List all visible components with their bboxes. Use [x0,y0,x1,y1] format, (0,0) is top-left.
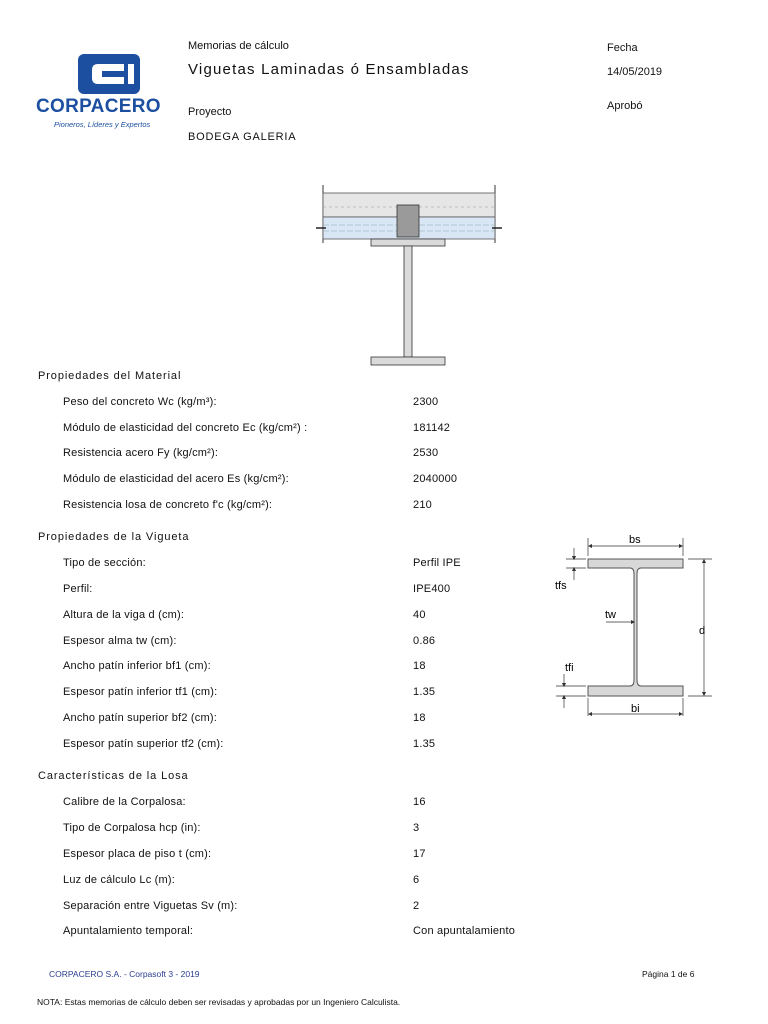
brand-name: CORPACERO [36,96,161,117]
dim-label-tw: tw [605,609,616,621]
date-label: Fecha [607,42,638,54]
page-title: Viguetas Laminadas ó Ensambladas [188,61,470,78]
section-title-vigueta: Propiedades de la Vigueta [38,531,190,543]
losa-value: 3 [413,822,420,834]
losa-label: Tipo de Corpalosa hcp (in): [63,822,201,834]
dim-label-bi: bi [631,703,640,715]
vigueta-value: 1.35 [413,686,436,698]
material-value: 2040000 [413,473,458,485]
vigueta-value: IPE400 [413,583,451,595]
vigueta-value: Perfil IPE [413,557,461,569]
material-value: 2530 [413,447,439,459]
vigueta-label: Espesor patín superior tf2 (cm): [63,738,224,750]
dim-label-tfi: tfi [565,662,574,674]
ibeam-dimension-diagram [548,530,720,720]
losa-label: Luz de cálculo Lc (m): [63,874,175,886]
material-label: Resistencia acero Fy (kg/cm²): [63,447,219,459]
vigueta-label: Perfil: [63,583,93,595]
approved-label: Aprobó [607,100,643,112]
footer-company: CORPACERO S.A. - Corpasoft 3 - 2019 [49,969,200,979]
losa-label: Separación entre Viguetas Sv (m): [63,900,238,912]
losa-value: 17 [413,848,426,860]
material-label: Módulo de elasticidad del acero Es (kg/cm²): [63,473,289,485]
vigueta-label: Altura de la viga d (cm): [63,609,185,621]
vigueta-value: 40 [413,609,426,621]
material-value: 2300 [413,396,439,408]
section-title-material: Propiedades del Material [38,370,182,382]
vigueta-label: Ancho patín superior bf2 (cm): [63,712,217,724]
losa-value: 2 [413,900,420,912]
dim-label-d: d [699,625,706,637]
losa-label: Apuntalamiento temporal: [63,925,194,937]
vigueta-label: Tipo de sección: [63,557,146,569]
corpacero-logo-icon [36,52,176,98]
material-value: 181142 [413,422,451,434]
project-name: BODEGA GALERIA [188,131,297,143]
material-label: Módulo de elasticidad del concreto Ec (kg/cm²) : [63,422,308,434]
vigueta-value: 0.86 [413,635,436,647]
losa-value: 16 [413,796,426,808]
date-value: 14/05/2019 [607,66,663,78]
material-label: Resistencia losa de concreto f'c (kg/cm²): [63,499,273,511]
composite-section-drawing [316,185,502,371]
dim-label-tfs: tfs [555,580,567,592]
material-value: 210 [413,499,432,511]
footer-page-number: Página 1 de 6 [642,969,695,979]
company-logo [36,52,176,142]
vigueta-label: Espesor patín inferior tf1 (cm): [63,686,218,698]
losa-label: Espesor placa de piso t (cm): [63,848,212,860]
project-label: Proyecto [188,106,232,118]
vigueta-label: Espesor alma tw (cm): [63,635,177,647]
vigueta-value: 18 [413,660,426,672]
losa-value: Con apuntalamiento [413,925,516,937]
section-title-losa: Características de la Losa [38,770,189,782]
losa-label: Calibre de la Corpalosa: [63,796,186,808]
brand-tagline: Pioneros, Líderes y Expertos [54,120,151,129]
material-label: Peso del concreto Wc (kg/m³): [63,396,217,408]
doc-type: Memorias de cálculo [188,40,289,52]
vigueta-label: Ancho patín inferior bf1 (cm): [63,660,211,672]
losa-value: 6 [413,874,420,886]
dim-label-bs: bs [629,534,641,546]
footer-note: NOTA: Estas memorias de cálculo deben ser revisadas y aprobadas por un Ingeniero Calculista. [37,997,401,1007]
vigueta-value: 1.35 [413,738,436,750]
vigueta-value: 18 [413,712,426,724]
